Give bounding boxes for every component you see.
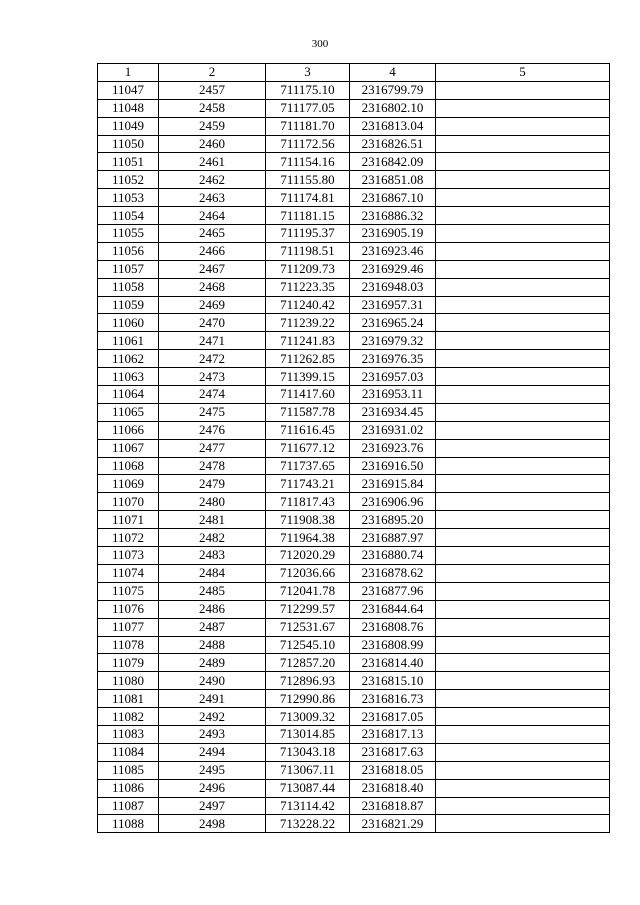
table-cell-col-4: 2316818.87 (350, 797, 436, 815)
table-cell-col-2: 2459 (159, 117, 266, 135)
table-cell-col-5 (436, 797, 610, 815)
table-cell-col-1: 11082 (98, 708, 159, 726)
table-cell-col-4: 2316948.03 (350, 278, 436, 296)
table-cell-col-3: 712531.67 (266, 618, 350, 636)
table-row (98, 314, 610, 332)
table-cell-col-2: 2481 (159, 511, 266, 529)
table-cell-col-3: 711417.60 (266, 386, 350, 404)
table-row (98, 439, 610, 457)
table-cell-col-5 (436, 350, 610, 368)
table-cell-col-3: 711172.56 (266, 135, 350, 153)
table-cell-col-2: 2463 (159, 189, 266, 207)
table-row (98, 547, 610, 565)
table-cell-col-1: 11073 (98, 547, 159, 565)
table-cell-col-1: 11065 (98, 403, 159, 421)
table-cell-col-5 (436, 117, 610, 135)
table-row (98, 779, 610, 797)
table-cell-col-2: 2498 (159, 815, 266, 833)
column-header-5: 5 (436, 64, 610, 82)
table-cell-col-2: 2465 (159, 225, 266, 243)
table-cell-col-5 (436, 547, 610, 565)
table-cell-col-3: 711195.37 (266, 225, 350, 243)
table-cell-col-4: 2316887.97 (350, 529, 436, 547)
table-row (98, 761, 610, 779)
table-row (98, 475, 610, 493)
table-cell-col-1: 11085 (98, 761, 159, 779)
table-cell-col-5 (436, 529, 610, 547)
table-cell-col-4: 2316808.99 (350, 636, 436, 654)
table-cell-col-5 (436, 761, 610, 779)
table-cell-col-2: 2466 (159, 242, 266, 260)
table-cell-col-4: 2316802.10 (350, 99, 436, 117)
table-cell-col-2: 2486 (159, 600, 266, 618)
table-cell-col-3: 711155.80 (266, 171, 350, 189)
table-cell-col-5 (436, 672, 610, 690)
table-cell-col-2: 2464 (159, 207, 266, 225)
table-row (98, 189, 610, 207)
table-cell-col-5 (436, 493, 610, 511)
table-cell-col-3: 711209.73 (266, 260, 350, 278)
table-cell-col-1: 11050 (98, 135, 159, 153)
table-cell-col-3: 711239.22 (266, 314, 350, 332)
table-cell-col-3: 712041.78 (266, 582, 350, 600)
table-cell-col-4: 2316929.46 (350, 260, 436, 278)
table-cell-col-2: 2460 (159, 135, 266, 153)
table-cell-col-3: 711677.12 (266, 439, 350, 457)
table-cell-col-3: 711737.65 (266, 457, 350, 475)
table-cell-col-1: 11068 (98, 457, 159, 475)
table-cell-col-1: 11054 (98, 207, 159, 225)
table-cell-col-1: 11074 (98, 564, 159, 582)
table-cell-col-4: 2316905.19 (350, 225, 436, 243)
table-cell-col-4: 2316844.64 (350, 600, 436, 618)
table-cell-col-5 (436, 386, 610, 404)
table-row (98, 564, 610, 582)
table-cell-col-5 (436, 314, 610, 332)
table-cell-col-3: 713228.22 (266, 815, 350, 833)
table-cell-col-1: 11070 (98, 493, 159, 511)
table-cell-col-2: 2476 (159, 421, 266, 439)
table-cell-col-3: 712545.10 (266, 636, 350, 654)
table-cell-col-3: 711817.43 (266, 493, 350, 511)
table-cell-col-2: 2480 (159, 493, 266, 511)
table-cell-col-3: 711223.35 (266, 278, 350, 296)
table-cell-col-2: 2493 (159, 725, 266, 743)
table-cell-col-5 (436, 618, 610, 636)
table-row (98, 600, 610, 618)
table-cell-col-3: 711198.51 (266, 242, 350, 260)
table-row (98, 99, 610, 117)
table-cell-col-4: 2316877.96 (350, 582, 436, 600)
table-cell-col-5 (436, 225, 610, 243)
table-cell-col-4: 2316878.62 (350, 564, 436, 582)
table-cell-col-5 (436, 690, 610, 708)
table-cell-col-2: 2494 (159, 743, 266, 761)
table-cell-col-3: 712020.29 (266, 547, 350, 565)
table-cell-col-4: 2316808.76 (350, 618, 436, 636)
table-cell-col-5 (436, 725, 610, 743)
table-row (98, 278, 610, 296)
table-cell-col-4: 2316934.45 (350, 403, 436, 421)
table-cell-col-4: 2316916.50 (350, 457, 436, 475)
table-cell-col-3: 711616.45 (266, 421, 350, 439)
table-cell-col-4: 2316817.63 (350, 743, 436, 761)
table-cell-col-5 (436, 260, 610, 278)
table-cell-col-4: 2316957.03 (350, 368, 436, 386)
table-cell-col-2: 2470 (159, 314, 266, 332)
table-cell-col-1: 11069 (98, 475, 159, 493)
table-row (98, 332, 610, 350)
table-body (98, 81, 610, 832)
table-cell-col-5 (436, 582, 610, 600)
table-row (98, 672, 610, 690)
table-cell-col-1: 11066 (98, 421, 159, 439)
table-cell-col-3: 711181.70 (266, 117, 350, 135)
table-cell-col-3: 711964.38 (266, 529, 350, 547)
table-cell-col-2: 2462 (159, 171, 266, 189)
column-header-4: 4 (350, 64, 436, 82)
table-cell-col-2: 2473 (159, 368, 266, 386)
table-row (98, 636, 610, 654)
table-cell-col-2: 2483 (159, 547, 266, 565)
table-cell-col-4: 2316799.79 (350, 81, 436, 99)
table-cell-col-4: 2316906.96 (350, 493, 436, 511)
table-cell-col-2: 2467 (159, 260, 266, 278)
table-row (98, 153, 610, 171)
table-row (98, 296, 610, 314)
table-cell-col-1: 11081 (98, 690, 159, 708)
table-cell-col-4: 2316965.24 (350, 314, 436, 332)
table-cell-col-1: 11057 (98, 260, 159, 278)
table-cell-col-1: 11087 (98, 797, 159, 815)
table-row (98, 493, 610, 511)
table-cell-col-3: 712299.57 (266, 600, 350, 618)
table-cell-col-5 (436, 171, 610, 189)
table-cell-col-2: 2474 (159, 386, 266, 404)
table-cell-col-1: 11051 (98, 153, 159, 171)
table-cell-col-5 (436, 439, 610, 457)
column-header-1: 1 (98, 64, 159, 82)
table-cell-col-2: 2497 (159, 797, 266, 815)
table-cell-col-4: 2316813.04 (350, 117, 436, 135)
table-cell-col-2: 2461 (159, 153, 266, 171)
table-row (98, 457, 610, 475)
table-cell-col-3: 711262.85 (266, 350, 350, 368)
table-cell-col-5 (436, 457, 610, 475)
table-row (98, 743, 610, 761)
table-cell-col-4: 2316886.32 (350, 207, 436, 225)
table-row (98, 654, 610, 672)
table-cell-col-3: 711175.10 (266, 81, 350, 99)
coordinates-table (97, 63, 610, 833)
table-cell-col-3: 711743.21 (266, 475, 350, 493)
table-cell-col-4: 2316818.05 (350, 761, 436, 779)
table-cell-col-2: 2484 (159, 564, 266, 582)
table-cell-col-4: 2316815.10 (350, 672, 436, 690)
table-cell-col-5 (436, 636, 610, 654)
table-cell-col-2: 2488 (159, 636, 266, 654)
table-row (98, 529, 610, 547)
table-cell-col-5 (436, 600, 610, 618)
table-cell-col-1: 11083 (98, 725, 159, 743)
table-cell-col-2: 2475 (159, 403, 266, 421)
table-cell-col-4: 2316953.11 (350, 386, 436, 404)
table-row (98, 690, 610, 708)
table-cell-col-1: 11059 (98, 296, 159, 314)
table-cell-col-3: 711240.42 (266, 296, 350, 314)
table-cell-col-5 (436, 207, 610, 225)
table-cell-col-4: 2316923.46 (350, 242, 436, 260)
table-cell-col-4: 2316915.84 (350, 475, 436, 493)
table-cell-col-3: 713009.32 (266, 708, 350, 726)
table-cell-col-2: 2457 (159, 81, 266, 99)
table-cell-col-4: 2316818.40 (350, 779, 436, 797)
table-cell-col-4: 2316957.31 (350, 296, 436, 314)
table-row (98, 815, 610, 833)
table-cell-col-2: 2496 (159, 779, 266, 797)
table-cell-col-1: 11060 (98, 314, 159, 332)
table-row (98, 368, 610, 386)
table-cell-col-5 (436, 368, 610, 386)
table-row (98, 725, 610, 743)
table-cell-col-4: 2316880.74 (350, 547, 436, 565)
table-cell-col-4: 2316931.02 (350, 421, 436, 439)
table-cell-col-5 (436, 296, 610, 314)
table-cell-col-1: 11077 (98, 618, 159, 636)
table-row (98, 511, 610, 529)
table-row (98, 225, 610, 243)
table-cell-col-3: 712036.66 (266, 564, 350, 582)
table-cell-col-1: 11055 (98, 225, 159, 243)
table-cell-col-2: 2490 (159, 672, 266, 690)
table-cell-col-1: 11062 (98, 350, 159, 368)
table-cell-col-1: 11088 (98, 815, 159, 833)
table-cell-col-2: 2469 (159, 296, 266, 314)
table-cell-col-3: 711241.83 (266, 332, 350, 350)
table-row (98, 171, 610, 189)
table-cell-col-5 (436, 99, 610, 117)
table-cell-col-1: 11084 (98, 743, 159, 761)
table-cell-col-4: 2316976.35 (350, 350, 436, 368)
table-cell-col-1: 11048 (98, 99, 159, 117)
table-row (98, 135, 610, 153)
table-cell-col-3: 711177.05 (266, 99, 350, 117)
table-cell-col-1: 11064 (98, 386, 159, 404)
table-cell-col-4: 2316979.32 (350, 332, 436, 350)
table-cell-col-3: 711174.81 (266, 189, 350, 207)
table-cell-col-4: 2316817.13 (350, 725, 436, 743)
table-cell-col-2: 2471 (159, 332, 266, 350)
table-cell-col-1: 11063 (98, 368, 159, 386)
table-cell-col-3: 711154.16 (266, 153, 350, 171)
table-row (98, 708, 610, 726)
column-header-3: 3 (266, 64, 350, 82)
table-cell-col-5 (436, 779, 610, 797)
table-cell-col-5 (436, 81, 610, 99)
table-cell-col-2: 2468 (159, 278, 266, 296)
page-number: 300 (311, 38, 329, 50)
table-cell-col-4: 2316821.29 (350, 815, 436, 833)
table-cell-col-1: 11053 (98, 189, 159, 207)
table-row (98, 403, 610, 421)
table-cell-col-5 (436, 815, 610, 833)
table-cell-col-5 (436, 743, 610, 761)
table-cell-col-4: 2316816.73 (350, 690, 436, 708)
table-cell-col-4: 2316923.76 (350, 439, 436, 457)
table-cell-col-1: 11072 (98, 529, 159, 547)
table-cell-col-5 (436, 564, 610, 582)
table-cell-col-2: 2491 (159, 690, 266, 708)
table-row (98, 386, 610, 404)
table-cell-col-3: 711587.78 (266, 403, 350, 421)
table-cell-col-1: 11079 (98, 654, 159, 672)
table-row (98, 618, 610, 636)
table-cell-col-5 (436, 708, 610, 726)
table-cell-col-3: 711908.38 (266, 511, 350, 529)
table-cell-col-2: 2489 (159, 654, 266, 672)
table-cell-col-2: 2495 (159, 761, 266, 779)
table-cell-col-3: 713067.11 (266, 761, 350, 779)
table-cell-col-5 (436, 403, 610, 421)
table-row (98, 81, 610, 99)
table-cell-col-2: 2479 (159, 475, 266, 493)
table-cell-col-3: 712857.20 (266, 654, 350, 672)
table-cell-col-4: 2316817.05 (350, 708, 436, 726)
table-cell-col-2: 2487 (159, 618, 266, 636)
table-cell-col-2: 2492 (159, 708, 266, 726)
table-cell-col-1: 11076 (98, 600, 159, 618)
table-cell-col-3: 711181.15 (266, 207, 350, 225)
table-cell-col-5 (436, 654, 610, 672)
table-cell-col-1: 11056 (98, 242, 159, 260)
table-cell-col-1: 11047 (98, 81, 159, 99)
table-row (98, 117, 610, 135)
table-cell-col-2: 2477 (159, 439, 266, 457)
table-cell-col-1: 11080 (98, 672, 159, 690)
header-row (98, 64, 610, 82)
table-row (98, 797, 610, 815)
column-header-2: 2 (159, 64, 266, 82)
table-cell-col-5 (436, 475, 610, 493)
table-cell-col-3: 712990.86 (266, 690, 350, 708)
table-cell-col-1: 11067 (98, 439, 159, 457)
table-cell-col-4: 2316842.09 (350, 153, 436, 171)
table-cell-col-3: 712896.93 (266, 672, 350, 690)
table-cell-col-1: 11061 (98, 332, 159, 350)
table-cell-col-3: 713087.44 (266, 779, 350, 797)
table-row (98, 242, 610, 260)
table-cell-col-3: 711399.15 (266, 368, 350, 386)
table-cell-col-5 (436, 421, 610, 439)
table-cell-col-2: 2458 (159, 99, 266, 117)
table-cell-col-3: 713043.18 (266, 743, 350, 761)
table-cell-col-2: 2478 (159, 457, 266, 475)
table-cell-col-5 (436, 242, 610, 260)
table-cell-col-5 (436, 278, 610, 296)
table-cell-col-1: 11075 (98, 582, 159, 600)
table-cell-col-1: 11071 (98, 511, 159, 529)
table-row (98, 421, 610, 439)
table-cell-col-2: 2482 (159, 529, 266, 547)
table-cell-col-1: 11086 (98, 779, 159, 797)
table-header (98, 64, 610, 82)
table-cell-col-4: 2316867.10 (350, 189, 436, 207)
table-cell-col-3: 713014.85 (266, 725, 350, 743)
table-cell-col-4: 2316851.08 (350, 171, 436, 189)
table-cell-col-5 (436, 332, 610, 350)
table-cell-col-5 (436, 511, 610, 529)
table-row (98, 350, 610, 368)
table-cell-col-1: 11078 (98, 636, 159, 654)
table-cell-col-1: 11049 (98, 117, 159, 135)
table-cell-col-2: 2472 (159, 350, 266, 368)
table-cell-col-4: 2316814.40 (350, 654, 436, 672)
table-cell-col-2: 2485 (159, 582, 266, 600)
table-row (98, 260, 610, 278)
table-cell-col-5 (436, 189, 610, 207)
table-cell-col-1: 11058 (98, 278, 159, 296)
table-cell-col-4: 2316826.51 (350, 135, 436, 153)
table-cell-col-4: 2316895.20 (350, 511, 436, 529)
table-row (98, 582, 610, 600)
table-cell-col-5 (436, 153, 610, 171)
table-cell-col-3: 713114.42 (266, 797, 350, 815)
table-cell-col-5 (436, 135, 610, 153)
table-row (98, 207, 610, 225)
table-cell-col-1: 11052 (98, 171, 159, 189)
